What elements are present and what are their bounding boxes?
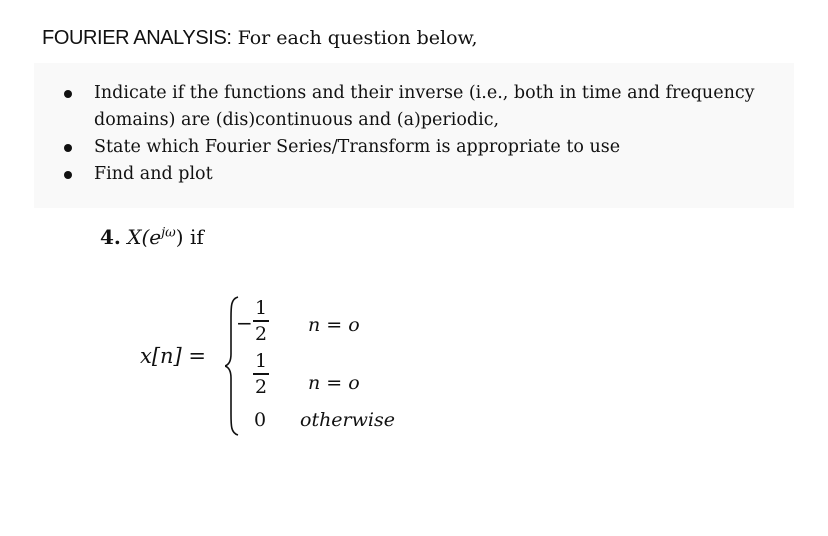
instruction-text: Indicate if the functions and their inverse (i.e., both in time and frequency domains) are (dis)continuous and (a)periodic, — [94, 83, 755, 130]
fraction-bar — [253, 320, 269, 322]
transform-exponent: jω — [161, 225, 176, 241]
case-2-condition: n = o — [308, 372, 360, 394]
heading-instruction: For each question below, — [231, 27, 478, 49]
transform-symbol: X(e — [127, 225, 162, 249]
case-1-sign: − — [236, 311, 253, 335]
case-1-fraction — [253, 297, 269, 345]
bullet-icon — [64, 171, 72, 179]
list-item — [60, 134, 828, 161]
case-1-numerator: 1 — [254, 297, 268, 319]
bullet-icon — [64, 144, 72, 152]
signal-lhs-text: x[n] = — [140, 344, 207, 368]
instruction-text: Find and plot — [94, 164, 213, 184]
instruction-text: State which Fourier Series/Transform is appropriate to use — [94, 137, 621, 157]
list-item — [60, 161, 828, 188]
case-3-value: 0 — [254, 409, 267, 431]
instruction-list — [60, 80, 828, 188]
case-3-condition: otherwise — [300, 409, 395, 431]
case-1-condition: n = o — [308, 314, 360, 336]
section-heading — [42, 27, 478, 50]
question-label — [100, 225, 204, 249]
case-2-denominator: 2 — [254, 375, 268, 398]
heading-title: FOURIER ANALYSIS: — [42, 27, 232, 49]
transform-close: ) — [175, 225, 184, 249]
case-2-numerator: 1 — [254, 350, 268, 372]
case-1-denominator: 2 — [254, 322, 268, 345]
bullet-icon — [64, 90, 72, 98]
signal-lhs — [140, 344, 206, 368]
case-2-fraction — [253, 350, 269, 398]
question-suffix: if — [183, 225, 204, 249]
question-number: 4. — [100, 225, 121, 249]
list-item — [60, 80, 828, 134]
fraction-bar — [253, 373, 269, 375]
